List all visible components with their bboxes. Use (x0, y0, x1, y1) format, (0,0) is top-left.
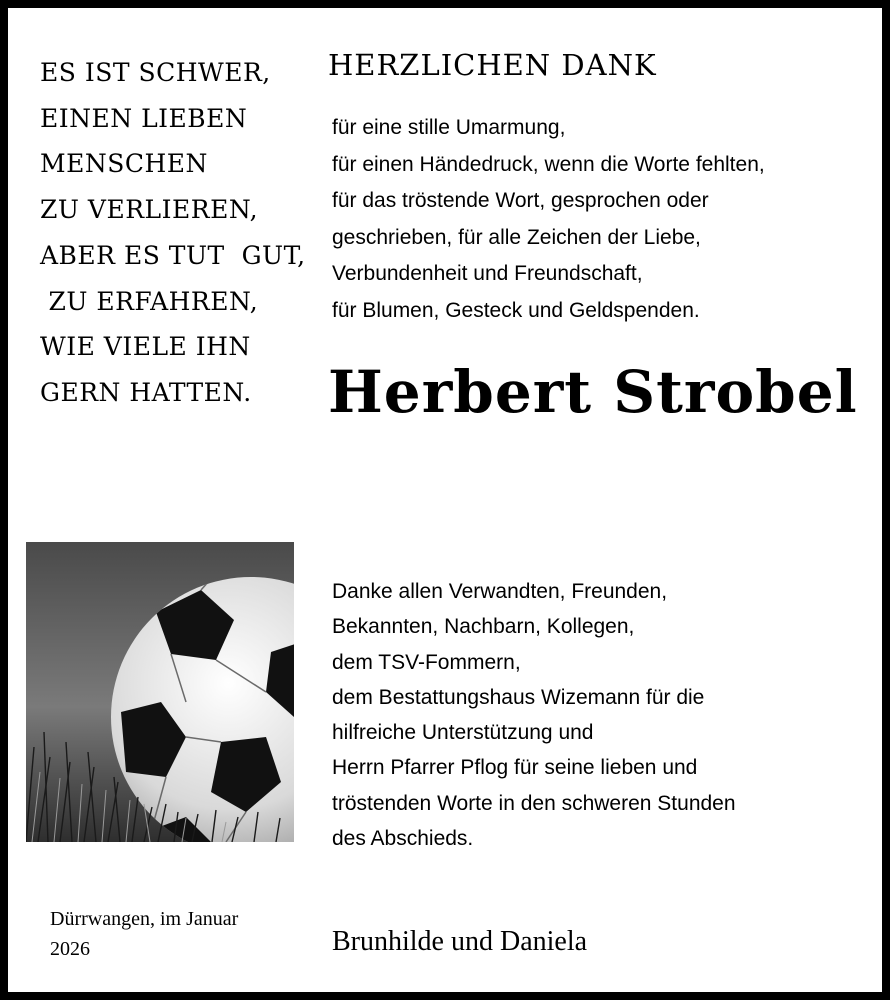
acknowledgement-line: Danke allen Verwandten, Freunden, (332, 580, 668, 603)
thanks-line: für eine stille Umarmung, (332, 116, 566, 139)
poem-line: MENSCHEN (40, 149, 208, 179)
acknowledgement-text (332, 574, 872, 856)
soccer-ball-photo (26, 542, 294, 842)
soccer-ball-image (26, 542, 294, 842)
deceased-name: Herbert Strobel (328, 358, 858, 426)
thanks-line: für Blumen, Gesteck und Geldspenden. (332, 298, 700, 322)
place-date-line: Dürrwangen, im Januar (50, 908, 239, 930)
poem-line: ABER ES TUT GUT, (40, 240, 306, 270)
acknowledgement-line: hilfreiche Unterstützung und (332, 721, 594, 745)
headline: HERZLICHEN DANK (328, 48, 657, 82)
place-date (50, 904, 238, 964)
place-date-year: 2026 (50, 938, 90, 960)
thanks-line: für einen Händedruck, wenn die Worte fehlten, (332, 152, 765, 176)
thanks-text (332, 110, 872, 330)
poem-block (40, 50, 306, 416)
poem-line: GERN HATTEN. (40, 377, 252, 407)
poem-line: WIE VIELE IHN (40, 332, 251, 362)
thanks-line: geschrieben, für alle Zeichen der Liebe, (332, 225, 701, 249)
acknowledgement-line: dem TSV-Fommern, (332, 650, 521, 674)
acknowledgement-line: tröstenden Worte in den schweren Stunden (332, 791, 736, 815)
poem-line: ZU ERFAHREN, (40, 286, 259, 316)
acknowledgement-line: Herrn Pfarrer Pflog für seine lieben und (332, 756, 698, 780)
poem-line: ZU VERLIEREN, (40, 195, 259, 225)
poem-line: ES IST SCHWER, (40, 58, 271, 87)
signature: Brunhilde und Daniela (332, 926, 588, 957)
acknowledgement-line: dem Bestattungshaus Wizemann für die (332, 685, 705, 709)
poem-line: EINEN LIEBEN (40, 103, 248, 133)
thanks-line: für das tröstende Wort, gesprochen oder (332, 189, 709, 213)
acknowledgement-line: Bekannten, Nachbarn, Kollegen, (332, 615, 635, 639)
thanks-line: Verbundenheit und Freundschaft, (332, 262, 643, 286)
acknowledgement-line: des Abschieds. (332, 827, 474, 851)
